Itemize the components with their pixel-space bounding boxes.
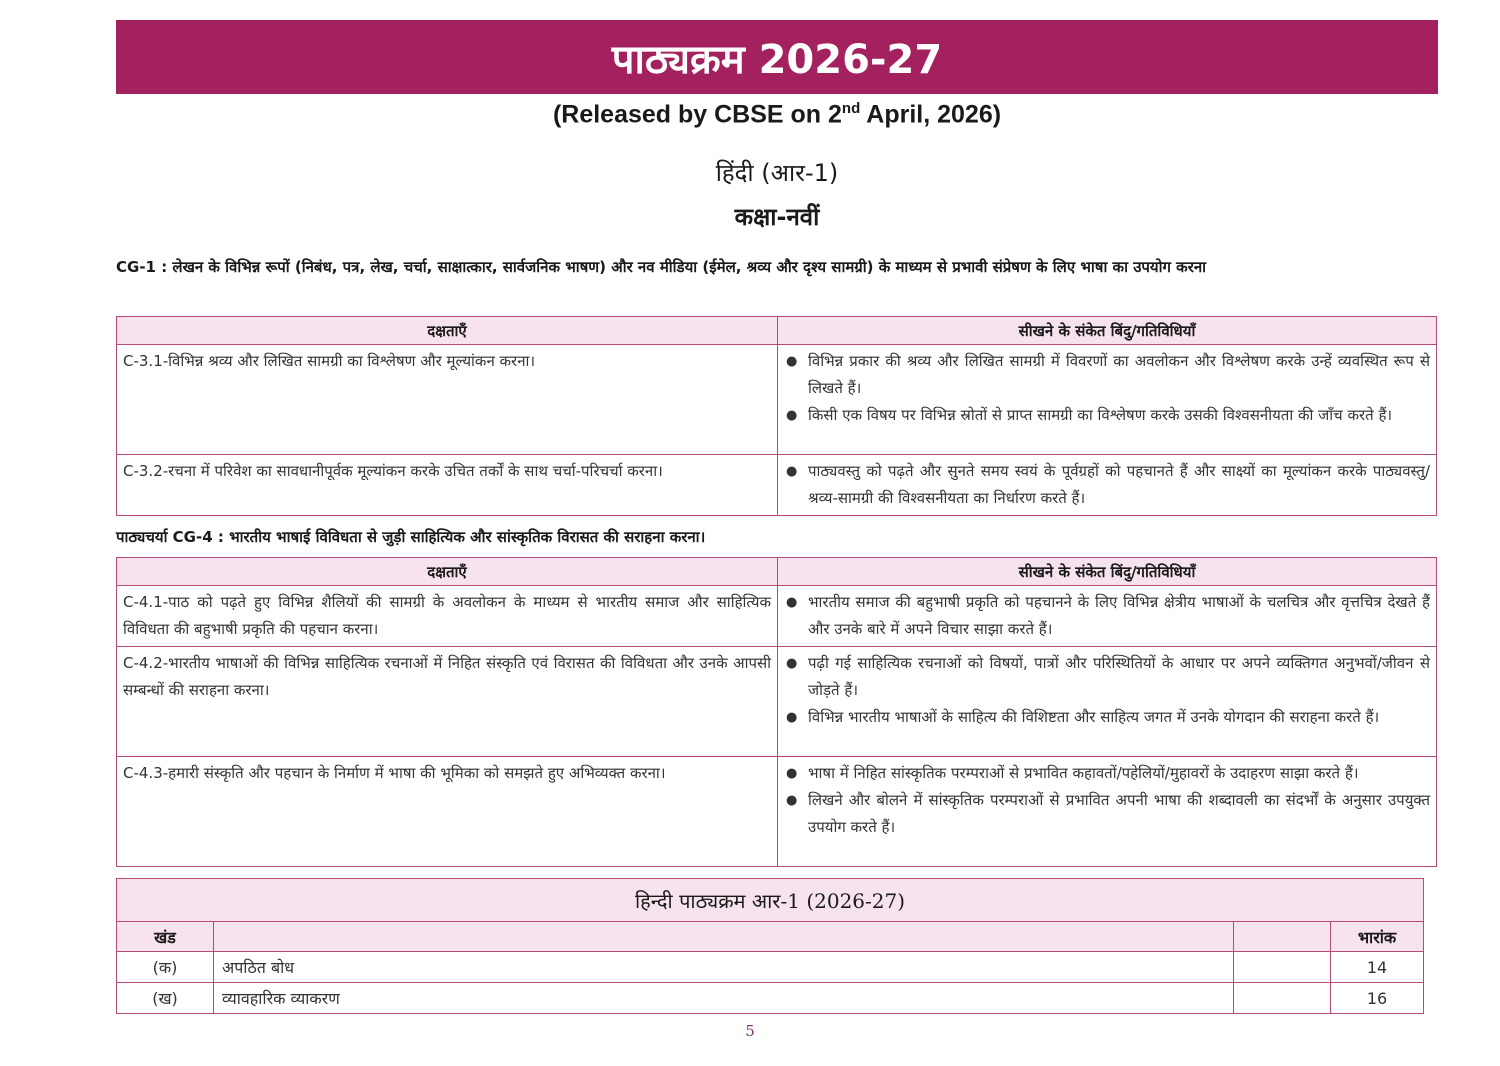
- table-row: [117, 757, 1437, 867]
- table-row: [117, 345, 1437, 455]
- learning-point: ● विभिन्न प्रकार की श्रव्य और लिखित सामग्री में विवरणों का अवलोकन और विश्लेषण करके उन्हें व्यवस्थित रूप से लिखते हैं।: [808, 348, 1430, 402]
- learning-point: ● लिखने और बोलने में सांस्कृतिक परम्पराओं से प्रभावित अपनी भाषा की शब्दावली का संदर्भों के अनुसार उपयुक्त उपयोग करते हैं।: [808, 787, 1430, 841]
- learning-cell: [778, 647, 1437, 757]
- learning-cell: [778, 455, 1437, 516]
- marks-header-row: [117, 922, 1424, 952]
- cg4-table: [116, 557, 1437, 867]
- grade-title: कक्षा-नवीं: [734, 203, 820, 231]
- cg1-table: [116, 316, 1437, 516]
- section-cell: (क): [117, 952, 214, 983]
- learning-point: ● भारतीय समाज की बहुभाषी प्रकृति को पहचानने के लिए विभिन्न क्षेत्रीय भाषाओं के चलचित्र और वृत्तचित्र देखते हैं और उनके बारे में अपने विचार साझा करते हैं।: [808, 589, 1430, 643]
- marks-cell: 14: [1331, 952, 1424, 983]
- competency-cell: C-4.2-भारतीय भाषाओं की विभिन्न साहित्यिक रचनाओं में निहित संस्कृति एवं विरासत की विविधता और उनके आपसी सम्बन्धों की सराहना करना।: [117, 647, 778, 757]
- banner-title: पाठ्यक्रम 2026-27: [611, 36, 943, 83]
- col-learning-points: सीखने के संकेत बिंदु/गतिविधियाँ: [778, 558, 1437, 586]
- table-header-row: [117, 317, 1437, 345]
- subject-title: हिंदी (आर-1): [715, 159, 839, 187]
- col-marks: भारांक: [1331, 922, 1424, 952]
- blank-cell: [1234, 952, 1331, 983]
- table-row: [117, 455, 1437, 516]
- col-topic: [214, 922, 1234, 952]
- table-header-row: [117, 558, 1437, 586]
- table-row: [117, 952, 1424, 983]
- col-blank: [1234, 922, 1331, 952]
- learning-point: ● किसी एक विषय पर विभिन्न स्रोतों से प्राप्त सामग्री का विश्लेषण करके उसकी विश्वसनीयता की जाँच करते हैं।: [808, 402, 1430, 429]
- competency-cell: C-4.1-पाठ को पढ़ते हुए विभिन्न शैलियों की सामग्री के अवलोकन के माध्यम से भारतीय समाज और साहित्यिक विविधता की बहुभाषी प्रकृति की पहचान करना।: [117, 586, 778, 647]
- release-note: (Released by CBSE on 2nd April, 2026): [552, 100, 1002, 129]
- section-cell: (ख): [117, 983, 214, 1014]
- col-learning-points: सीखने के संकेत बिंदु/गतिविधियाँ: [778, 317, 1437, 345]
- table-row: [117, 983, 1424, 1014]
- table-row: [117, 647, 1437, 757]
- marks-cell: 16: [1331, 983, 1424, 1014]
- marks-table-title: हिन्दी पाठ्यक्रम आर-1 (2026-27): [117, 879, 1424, 922]
- topic-cell: अपठित बोध: [214, 952, 1234, 983]
- marks-title-row: [117, 879, 1424, 922]
- learning-point: ● विभिन्न भारतीय भाषाओं के साहित्य की विशिष्टता और साहित्य जगत में उनके योगदान की सराहना करते हैं।: [808, 704, 1430, 731]
- competency-cell: C-3.2-रचना में परिवेश का सावधानीपूर्वक मूल्यांकन करके उचित तर्कों के साथ चर्चा-परिचर्चा करना।: [117, 455, 778, 516]
- learning-cell: [778, 586, 1437, 647]
- cg4-heading: पाठ्यचर्या CG-4 : भारतीय भाषाई विविधता से जुड़ी साहित्यिक और सांस्कृतिक विरासत की सराहना करना।: [116, 528, 706, 546]
- competency-cell: C-3.1-विभिन्न श्रव्य और लिखित सामग्री का विश्लेषण और मूल्यांकन करना।: [117, 345, 778, 455]
- table-row: [117, 586, 1437, 647]
- competency-cell: C-4.3-हमारी संस्कृति और पहचान के निर्माण में भाषा की भूमिका को समझते हुए अभिव्यक्त करना।: [117, 757, 778, 867]
- learning-point: ● भाषा में निहित सांस्कृतिक परम्पराओं से प्रभावित कहावतों/पहेलियों/मुहावरों के उदाहरण साझा करते हैं।: [808, 760, 1430, 787]
- learning-point: ● पढ़ी गई साहित्यिक रचनाओं को विषयों, पात्रों और परिस्थितियों के आधार पर अपने व्यक्तिगत अनुभवों/जीवन से जोड़ते हैं।: [808, 650, 1430, 704]
- blank-cell: [1234, 983, 1331, 1014]
- cg1-heading: CG-1 : लेखन के विभिन्न रूपों (निबंध, पत्र, लेख, चर्चा, साक्षात्कार, सार्वजनिक भाषण) और नव मीडिया (ईमेल, श्रव्य और दृश्य सामग्री) के माध्यम से प्रभावी संप्रेषण के लिए भाषा का उपयोग करना: [116, 258, 1207, 276]
- learning-cell: [778, 345, 1437, 455]
- learning-cell: [778, 757, 1437, 867]
- marks-table: [116, 878, 1424, 1014]
- col-competency: दक्षताएँ: [117, 317, 778, 345]
- col-section: खंड: [117, 922, 214, 952]
- col-competency: दक्षताएँ: [117, 558, 778, 586]
- page-banner: [116, 20, 1438, 94]
- learning-point: ● पाठ्यवस्तु को पढ़ते और सुनते समय स्वयं के पूर्वग्रहों को पहचानते हैं और साक्ष्यों का मूल्यांकन करके पाठ्यवस्तु/श्रव्य-सामग्री की विश्वसनीयता का निर्धारण करते हैं।: [808, 458, 1430, 512]
- page-number: 5: [745, 1022, 755, 1040]
- topic-cell: व्यावहारिक व्याकरण: [214, 983, 1234, 1014]
